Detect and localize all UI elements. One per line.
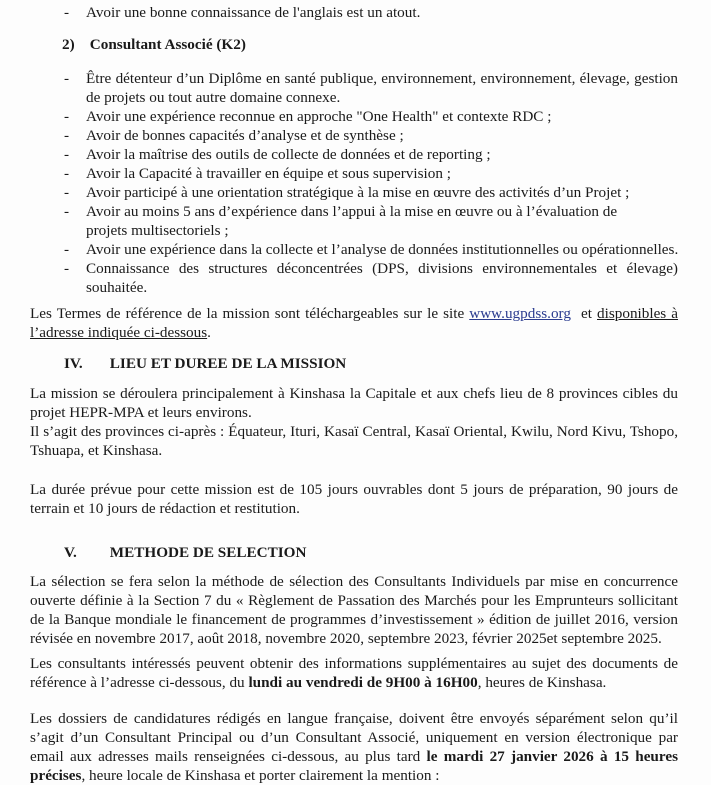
bullet-dash: - xyxy=(64,184,70,201)
list-item-text: Connaissance des structures déconcentrées (DPS, divisions environnementales et élevage) souhaitée. xyxy=(86,260,678,296)
bullet-dash: - xyxy=(64,70,70,87)
list-item xyxy=(64,202,678,240)
submission-deadline: le mardi 27 janvier 2026 à 15 heures précises xyxy=(30,748,678,784)
list-item xyxy=(64,183,678,202)
section-title: LIEU ET DUREE DE LA MISSION xyxy=(109,355,347,372)
duration-paragraph: La durée prévue pour cette mission est de 105 jours ouvrables dont 5 jours de préparation, 90 jours de terrain et 10 jours de rédaction et restitution. xyxy=(30,481,678,517)
ugpdss-website-link[interactable]: www.ugpdss.org xyxy=(469,305,571,322)
provinces-paragraph: Il s’agit des provinces ci-après : Équateur, Ituri, Kasaï Central, Kasaï Oriental, Kwilu, Nord Kivu, Tshopo, Tshuapa, et Kinshasa. xyxy=(30,423,678,459)
section-number: IV. xyxy=(64,355,83,372)
list-item-text: Avoir une expérience reconnue en approche "One Health" et contexte RDC ; xyxy=(86,108,552,125)
tdr-paragraph xyxy=(30,304,678,342)
subsection-heading-k2 xyxy=(62,36,246,54)
bullet-dash: - xyxy=(64,241,70,258)
section-heading-iv xyxy=(64,355,346,373)
list-item-text: Avoir participé à une orientation stratégique à la mise en œuvre des activités d’un Projet ; xyxy=(86,184,630,201)
list-item-text: Avoir la Capacité à travailler en équipe et sous supervision ; xyxy=(86,165,451,182)
bullet-dash: - xyxy=(64,127,70,144)
submission-text: Les dossiers de candidatures rédigés en langue française, doivent être envoyés séparément selon qu’il s’agit d’un Consultant Principal ou d’un Consultant Associé, uniquement en version électronique par email aux adresses mails renseignées ci-dessous, au plus tard xyxy=(30,710,678,765)
bullet-dash: - xyxy=(64,146,70,163)
address-reference-text: disponibles à l’adresse indiquée ci-dessous xyxy=(30,305,679,341)
tdr-text-end: . xyxy=(207,324,211,341)
bullet-dash: - xyxy=(64,203,70,220)
subsection-number: 2) xyxy=(62,36,75,53)
submission-text-end: , heure locale de Kinshasa et porter clairement la mention : xyxy=(81,767,440,784)
list-item xyxy=(64,126,678,145)
bullet-dash: - xyxy=(64,4,70,21)
list-item-text: Avoir au moins 5 ans d’expérience dans l’appui à la mise en œuvre ou à l’évaluation de projets multisectoriels ; xyxy=(86,203,618,239)
bullet-dash: - xyxy=(64,260,70,277)
list-item xyxy=(64,259,678,297)
submission-paragraph xyxy=(30,709,678,785)
list-item xyxy=(64,145,678,164)
selection-method-paragraph: La sélection se fera selon la méthode de sélection des Consultants Individuels par mise en concurrence ouverte définie à la Section 7 du « Règlement de Passation des Marchés pour les Emprunteurs sollicitant de la Banque mondiale le financement de programmes d’investissement » édition de juillet 2016, version révisée en novembre 2017, août 2018, novembre 2020, septembre 2023, février 2025et septembre 2025. xyxy=(30,573,678,647)
office-hours: lundi au vendredi de 9H00 à 16H00 xyxy=(248,674,478,691)
list-item-text: Avoir la maîtrise des outils de collecte de données et de reporting ; xyxy=(86,146,491,163)
list-item-text: Être détenteur d’un Diplôme en santé publique, environnement, environnement, élevage, gestion de projets ou tout autre domaine connexe. xyxy=(86,70,678,106)
section-number: V. xyxy=(64,544,77,561)
list-item-text: Avoir une expérience dans la collecte et l’analyse de données institutionnelles ou opérationnelles. xyxy=(86,241,679,258)
tdr-text: Les Termes de référence de la mission sont téléchargeables sur le site xyxy=(30,305,470,322)
list-item-text: Avoir une bonne connaissance de l'anglais est un atout. xyxy=(86,4,421,21)
list-item xyxy=(64,69,678,107)
list-item xyxy=(64,3,678,22)
tdr-text-middle: et xyxy=(570,305,598,322)
list-item xyxy=(64,240,678,259)
section-heading-v xyxy=(64,544,306,562)
info-hours-paragraph xyxy=(30,654,678,692)
list-item xyxy=(64,107,678,126)
list-item-text: Avoir de bonnes capacités d’analyse et de synthèse ; xyxy=(86,127,404,144)
info-text-end: , heures de Kinshasa. xyxy=(477,674,607,691)
list-item xyxy=(64,164,678,183)
section-title: METHODE DE SELECTION xyxy=(109,544,307,561)
info-text: Les consultants intéressés peuvent obtenir des informations supplémentaires au sujet des documents de référence à l’adresse ci-dessous, du xyxy=(30,655,678,691)
location-paragraph: La mission se déroulera principalement à Kinshasa la Capitale et aux chefs lieu de 8 provinces cibles du projet HEPR-MPA et leurs environs. xyxy=(30,385,678,421)
bullet-dash: - xyxy=(64,165,70,182)
bullet-dash: - xyxy=(64,108,70,125)
subsection-title: Consultant Associé (K2) xyxy=(89,36,246,53)
